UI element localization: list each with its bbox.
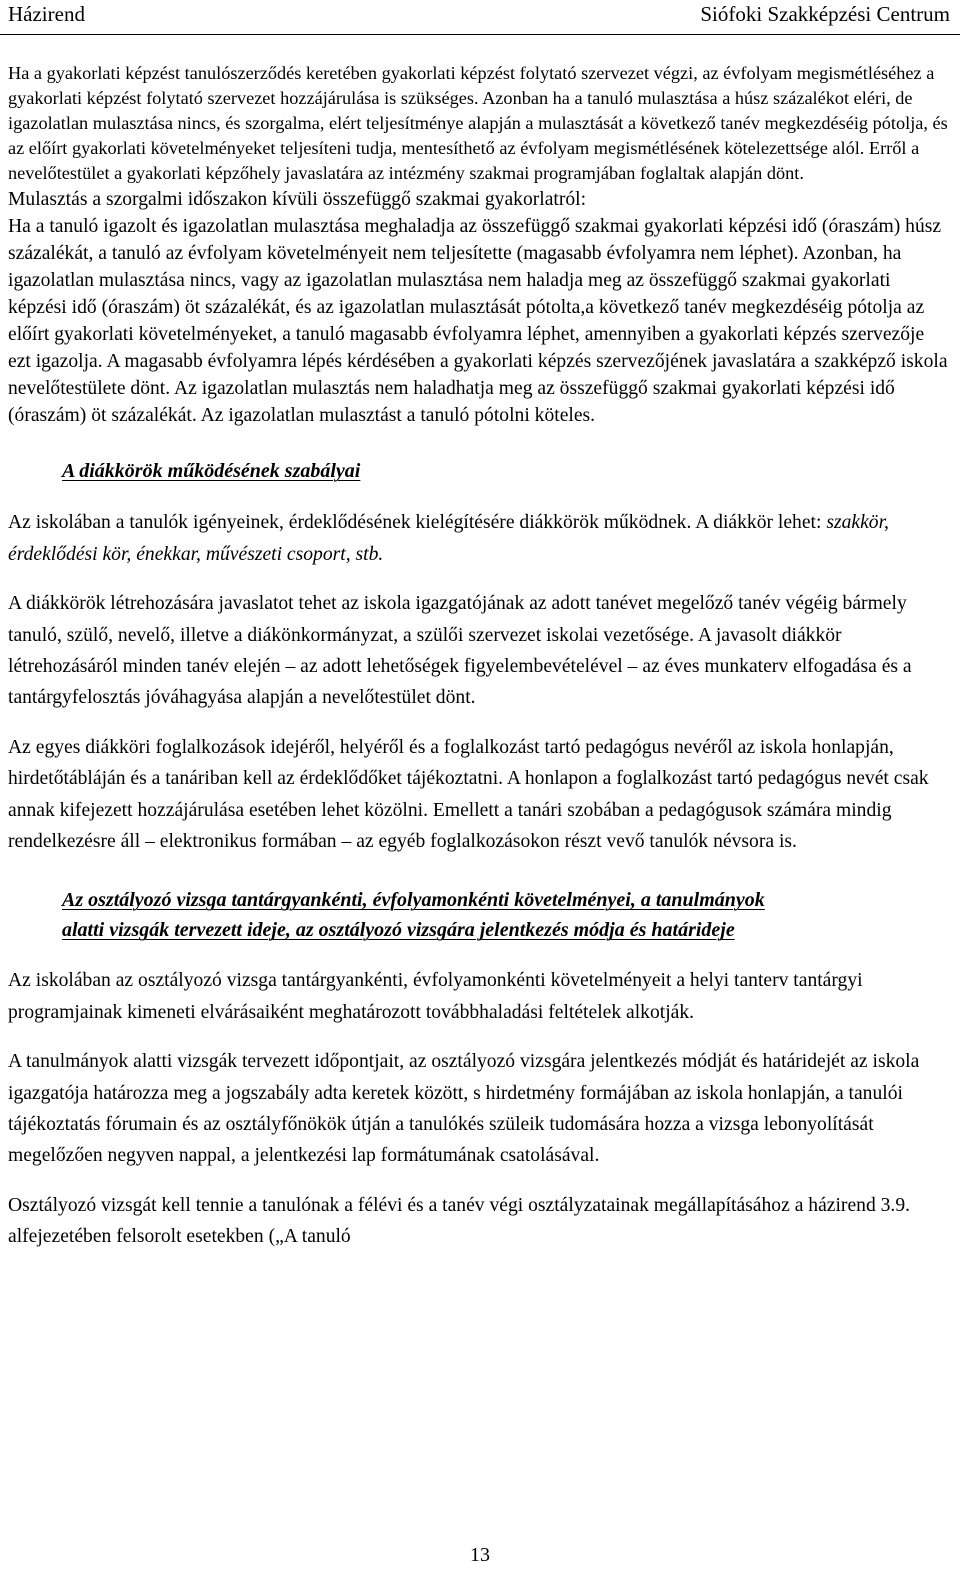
page-body xyxy=(8,61,950,1253)
paragraph-diakkori-foglalkozasok: Az egyes diákköri foglalkozások idejéről, helyéről és a foglalkozást tartó pedagógus nevéről az iskola honlapján, hirdetőtábláján és a tanáriban kell az érdeklődőket tájékoztatni. A honlapon a foglalkozást tartó pedagógus nevét csak annak kifejezett hozzájárulása esetében lehet közölni. Emellett a tanári szobában a pedagógusok számára mindig rendelkezésre áll – elektronikus formában – az egyéb foglalkozásokon részt vevő tanulók névsora is. xyxy=(8,736,929,853)
paragraph-diakkorok-letrehozasa: A diákkörök létrehozására javaslatot tehet az iskola igazgatójának az adott tanévet megelőző tanév végéig bármely tanuló, szülő, nevelő, illetve a diákönkormányzat, a szülői szervezet iskolai vezetősége. A javasolt diákkör létrehozásáról minden tanév elején – az adott lehetőségek figyelembevételével – az éves munkaterv elfogadása és a tantárgyfelosztás jóváhagyása alapján a nevelőtestület dönt. xyxy=(8,593,912,709)
page-header xyxy=(0,0,960,35)
header-institution-name: Siófoki Szakképzési Centrum xyxy=(700,2,950,26)
section-heading-line-1: Az osztályozó vizsga tantárgyankénti, évfolyamonkénti követelményei, a tanulmányok xyxy=(62,889,765,912)
section-heading-line-2: alatti vizsgák tervezett ideje, az osztályozó vizsgára jelentkezés módja és határideje xyxy=(62,919,735,942)
paragraph-vizsga-kovetelmenyek: Az iskolában az osztályozó vizsga tantárgyankénti, évfolyamonkénti követelményeit a helyi tanterv tantárgyi programjainak kimeneti elvárásaiként meghatározott továbbhaladási feltételek alkotják. xyxy=(8,970,863,1023)
section-heading-diakkorok: A diákkörök működésének szabályai xyxy=(62,460,361,483)
section-heading-osztalyozo-vizsga xyxy=(8,885,950,945)
paragraph-mulasztas-szabaly: Ha a tanuló igazolt és igazolatlan mulasztása meghaladja az összefüggő szakmai gyakorlati képzési idő (óraszám) húsz százalékát, a tanuló az évfolyam követelményeit nem teljesítette (magasabb évfolyamra nem léphet). Azonban, ha igazolatlan mulasztása nincs, vagy az igazolatlan mulasztása nem haladja meg az összefüggő szakmai gyakorlati képzési idő (óraszám) öt százalékát, és az igazolatlan mulasztását pótolta,a következő tanév megkezdéséig pótolja az előírt gyakorlati követelményeket, a tanuló magasabb évfolyamra léphet, amennyiben a gyakorlati képzés szervezője ezt igazolja. A magasabb évfolyamra lépés kérdésében a gyakorlati képzés szervezőjének javaslatára a szakképző iskola nevelőtestülete dönt. Az igazolatlan mulasztás nem haladhatja meg az összefüggő szakmai gyakorlati képzési idő (óraszám) öt százalékát. Az igazolatlan mulasztást a tanuló pótolni köteles. xyxy=(8,215,948,427)
paragraph-diakkorok-tipusok: szakkör, érdeklődési kör, énekkar, művészeti csoport, stb. xyxy=(8,512,889,565)
page-number: 13 xyxy=(470,1544,490,1566)
paragraph-tanuloszerzodes: Ha a gyakorlati képzést tanulószerződés keretében gyakorlati képzést folytató szervezet végzi, az évfolyam megismétléséhez a gyakorlati képzést folytató szervezet hozzájárulása is szükséges. Azonban ha a tanuló mulasztása a húsz százalékot eléri, de igazolatlan mulasztása nincs, és szorgalma, elért teljesítménye alapján a mulasztását a következő tanév megkezdéséig pótolja, és az előírt gyakorlati követelményeket teljesíteni tudja, mentesíthető az évfolyam megismétlésének kötelezettsége alól. Erről a nevelőtestület a gyakorlati képzőhely javaslatára az intézmény szakmai programjában foglaltak alapján dönt. xyxy=(8,63,948,183)
paragraph-vizsga-idopontok: A tanulmányok alatti vizsgák tervezett időpontjait, az osztályozó vizsgára jelentkezés módját és határidejét az iskola igazgatója határozza meg a jogszabály adta keretek között, s hirdetmény formájában az iskola honlapján, a tanulói tájékoztatás fórumain és az osztályfőnökök útján a tanulókés szüleik tudomására hozza a vizsga lebonyolítását megelőzően negyven nappal, a jelentkezési lap formátumának csatolásával. xyxy=(8,1051,920,1167)
paragraph-mulasztas-title: Mulasztás a szorgalmi időszakon kívüli összefüggő szakmai gyakorlatról: xyxy=(8,188,587,210)
header-document-title: Házirend xyxy=(8,2,85,26)
paragraph-osztalyozo-vizsga: Osztályozó vizsgát kell tennie a tanulónak a félévi és a tanév végi osztályzatainak megállapításához a házirend 3.9. alfejezetében felsorolt esetekben („A tanuló xyxy=(8,1194,911,1248)
paragraph-diakkorok-mukodese xyxy=(8,507,950,570)
paragraph-diakkorok-lead: Az iskolában a tanulók igényeinek, érdeklődésének kielégítésére diákkörök működnek. A diákkör lehet: xyxy=(8,512,827,534)
